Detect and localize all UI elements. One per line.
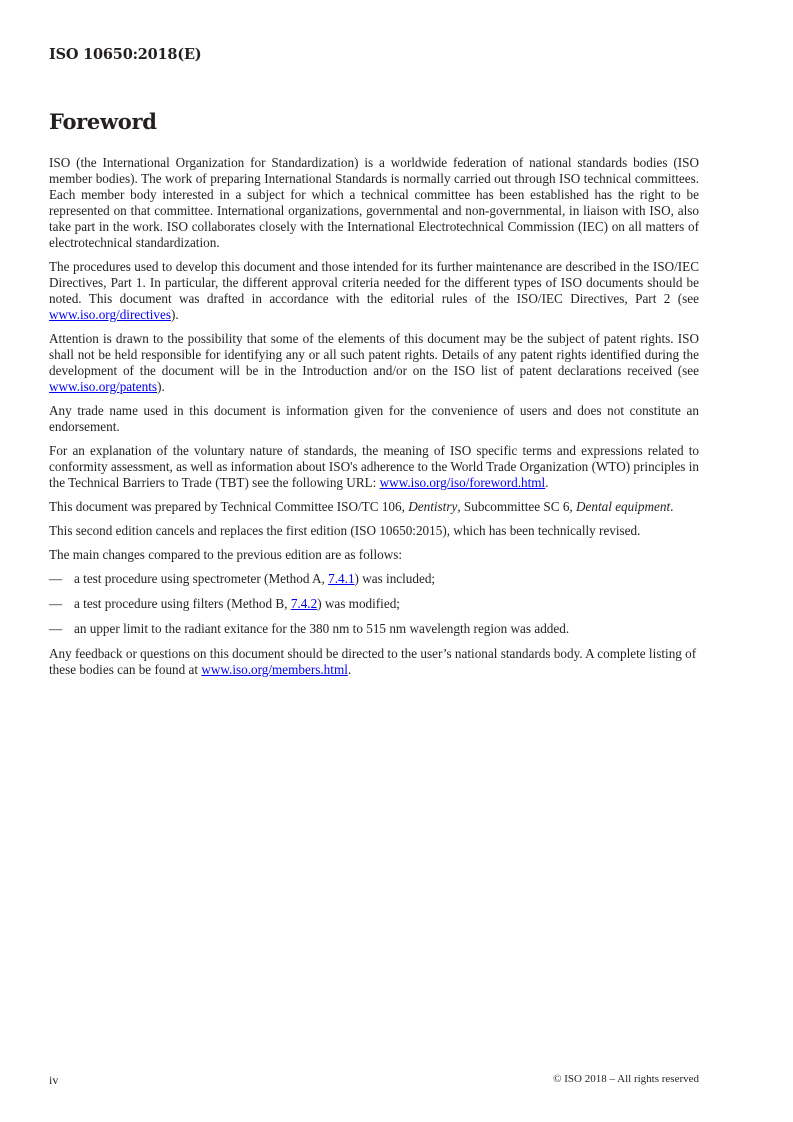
clause-link-7-4-2[interactable]: 7.4.2 — [290, 596, 318, 611]
foreword-link[interactable]: www.iso.org/iso/foreword.html — [379, 475, 546, 490]
document-id-header: ISO 10650:2018(E) — [49, 46, 202, 63]
paragraph-main-changes: The main changes compared to the previous edition are as follows: — [49, 547, 403, 562]
dash-bullet: — — [49, 571, 63, 586]
section-title: Foreword — [49, 109, 157, 134]
paragraph-iso-intro: ISO (the International Organization for Standardization) is a worldwide federation of national standards bodies (ISO member bodies). The work of preparing International Standards is normally carried out through ISO technical committees. Each member body interested in a subject for which a technical committee has been established has the right to be represented on that committee. International organizations, governmental and non-governmental, in liaison with ISO, also take part in the work. ISO collaborates closely with the International Electrotechnical Commission (IEC) on all matters of electrotechnical standardization. — [49, 155, 699, 250]
paragraph-voluntary-nature: For an explanation of the voluntary nature of standards, the meaning of ISO specific terms and expressions related to conformity assessment, as well as information about ISO's adherence to the World Trade Organization (WTO) principles in the Technical Barriers to Trade (TBT) see the following URL: www.iso.org/iso/foreword.html. — [49, 443, 699, 490]
paragraph-feedback: Any feedback or questions on this document should be directed to the user’s national standards body. A complete listing of these bodies can be found at www.iso.org/members.html. — [49, 646, 697, 677]
paragraph-procedures: The procedures used to develop this document and those intended for its further maintenance are described in the ISO/IEC Directives, Part 1. In particular, the different approval criteria needed for the different types of ISO documents should be noted. This document was drafted in accordance with the editorial rules of the ISO/IEC Directives, Part 2 (see www.iso.org/directives). — [49, 259, 699, 322]
copyright-notice: © ISO 2018 – All rights reserved — [553, 1073, 699, 1085]
foreword-body — [49, 155, 699, 686]
list-item: — a test procedure using filters (Method B, 7.4.2) was modified; — [49, 596, 400, 611]
dash-bullet: — — [49, 621, 63, 636]
dash-bullet: — — [49, 596, 63, 611]
members-link[interactable]: www.iso.org/members.html — [201, 662, 348, 677]
directives-link[interactable]: www.iso.org/directives — [49, 307, 171, 322]
paragraph-patents: Attention is drawn to the possibility that some of the elements of this document may be the subject of patent rights. ISO shall not be held responsible for identifying any or all such patent rights. Details of any patent rights identified during the development of the document will be in the Introduction and/or on the ISO list of patent declarations received (see www.iso.org/patents). — [49, 331, 699, 394]
list-item: — a test procedure using spectrometer (Method A, 7.4.1) was included; — [49, 571, 436, 586]
clause-link-7-4-1[interactable]: 7.4.1 — [328, 571, 355, 586]
paragraph-trade-name: Any trade name used in this document is information given for the convenience of users and does not constitute an endorsement. — [49, 403, 699, 434]
paragraph-edition: This second edition cancels and replaces the first edition (ISO 10650:2015), which has been technically revised. — [49, 523, 641, 538]
page-number: iv — [49, 1073, 59, 1087]
patents-link[interactable]: www.iso.org/patents — [49, 379, 158, 394]
list-item: — an upper limit to the radiant exitance for the 380 nm to 515 nm wavelength region was added. — [49, 621, 570, 636]
paragraph-committee: This document was prepared by Technical Committee ISO/TC 106, Dentistry, Subcommittee SC 6, Dental equipment. — [49, 499, 674, 514]
